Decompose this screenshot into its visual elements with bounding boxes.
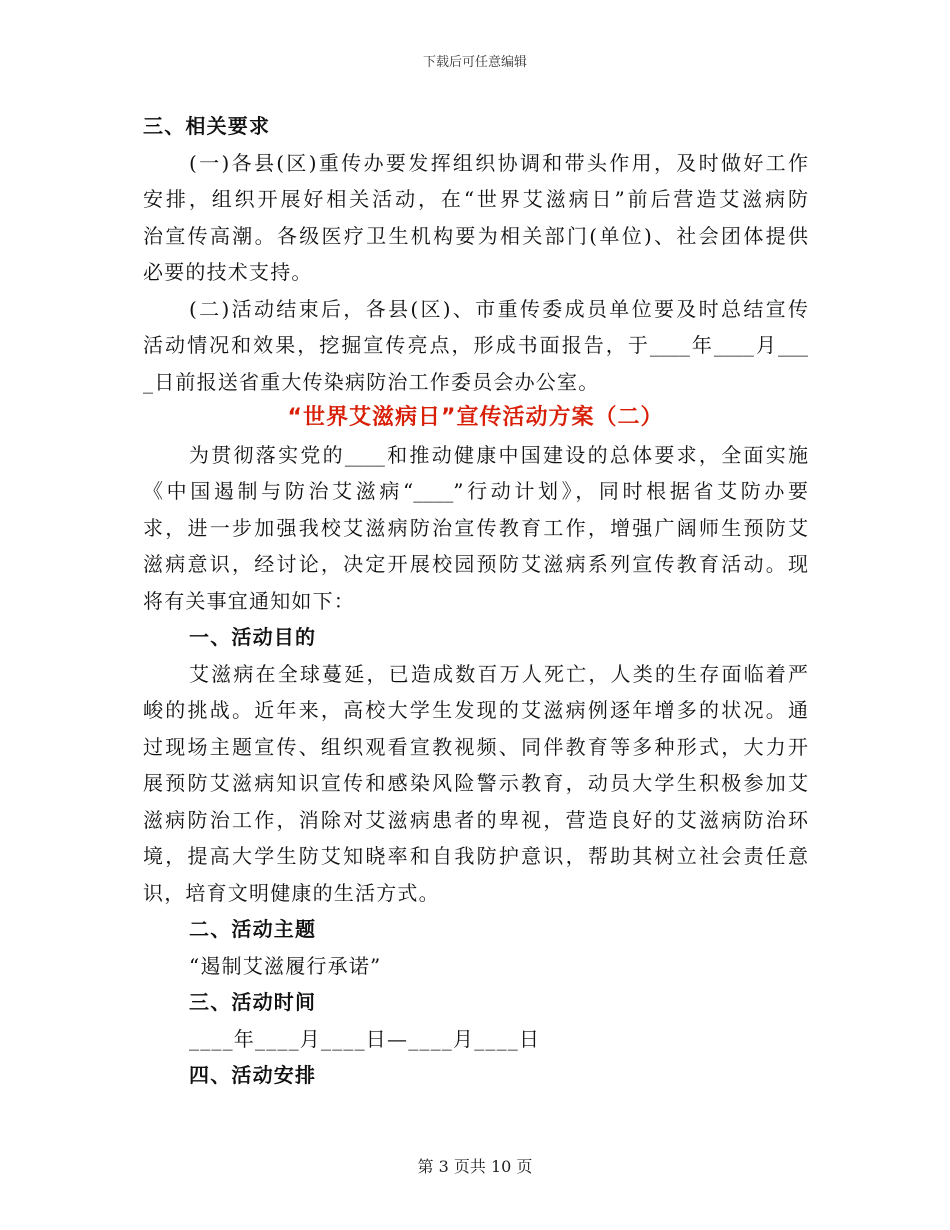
document-title: “世界艾滋病日”宣传活动方案（二） xyxy=(287,405,664,430)
page-header-note: 下载后可任意编辑 xyxy=(422,55,527,70)
paragraph-line: 识，培育文明健康的生活方式。 xyxy=(143,880,440,905)
paragraph-line: 《中国遏制与防治艾滋病“____”行动计划》，同时根据省艾防办要 xyxy=(143,479,808,503)
paragraph-line: 展预防艾滋病知识宣传和感染风险警示教育，动员大学生积极参加艾 xyxy=(143,771,808,795)
section-heading-time: 三、活动时间 xyxy=(189,990,317,1014)
theme-text: “遏制艾滋履行承诺” xyxy=(189,953,382,978)
paragraph-line: 境，提高大学生防艾知晓率和自我防护意识，帮助其树立社会责任意 xyxy=(143,844,808,868)
section-heading-requirements: 三、相关要求 xyxy=(143,114,271,138)
paragraph-line: 峻的挑战。近年来，高校大学生发现的艾滋病例逐年增多的状况。通 xyxy=(143,698,808,722)
section-heading-theme: 二、活动主题 xyxy=(189,917,317,941)
paragraph-line: 求，进一步加强我校艾滋病防治宣传教育工作，增强广阔师生预防艾 xyxy=(143,515,808,540)
paragraph-line: 活动情况和效果，挖掘宣传亮点，形成书面报告，于____年____月___ xyxy=(143,333,808,357)
page-footer-number: 第 3 页共 10 页 xyxy=(417,1157,533,1176)
paragraph-line: 为贯彻落实党的____和推动健康中国建设的总体要求，全面实施 xyxy=(189,442,808,467)
paragraph-line: 安排，组织开展好相关活动，在“世界艾滋病日”前后营造艾滋病防 xyxy=(143,187,808,211)
time-text: ____年____月____日—____月____日 xyxy=(189,1026,541,1051)
paragraph-line: 滋病意识，经讨论，决定开展校园预防艾滋病系列宣传教育活动。现 xyxy=(143,552,808,576)
paragraph-line: 治宣传高潮。各级医疗卫生机构要为相关部门(单位)、社会团体提供 xyxy=(143,223,808,248)
paragraph-line: (二)活动结束后，各县(区)、市重传委成员单位要及时总结宣传 xyxy=(189,296,808,321)
section-heading-purpose: 一、活动目的 xyxy=(189,625,317,649)
document-body xyxy=(143,108,808,1094)
paragraph-line: 将有关事宜通知如下： xyxy=(143,588,355,613)
paragraph-line: 艾滋病在全球蔓延，已造成数百万人死亡，人类的生存面临着严 xyxy=(189,661,808,686)
paragraph-line: 滋病防治工作，消除对艾滋病患者的卑视，营造良好的艾滋病防治环 xyxy=(143,807,808,832)
paragraph-line: (一)各县(区)重传办要发挥组织协调和带头作用，及时做好工作 xyxy=(189,150,808,175)
section-heading-arrangement: 四、活动安排 xyxy=(189,1063,317,1087)
paragraph-line: _日前报送省重大传染病防治工作委员会办公室。 xyxy=(143,369,600,394)
paragraph-line: 必要的技术支持。 xyxy=(143,260,313,284)
paragraph-line: 过现场主题宣传、组织观看宣教视频、同伴教育等多种形式，大力开 xyxy=(143,734,808,759)
